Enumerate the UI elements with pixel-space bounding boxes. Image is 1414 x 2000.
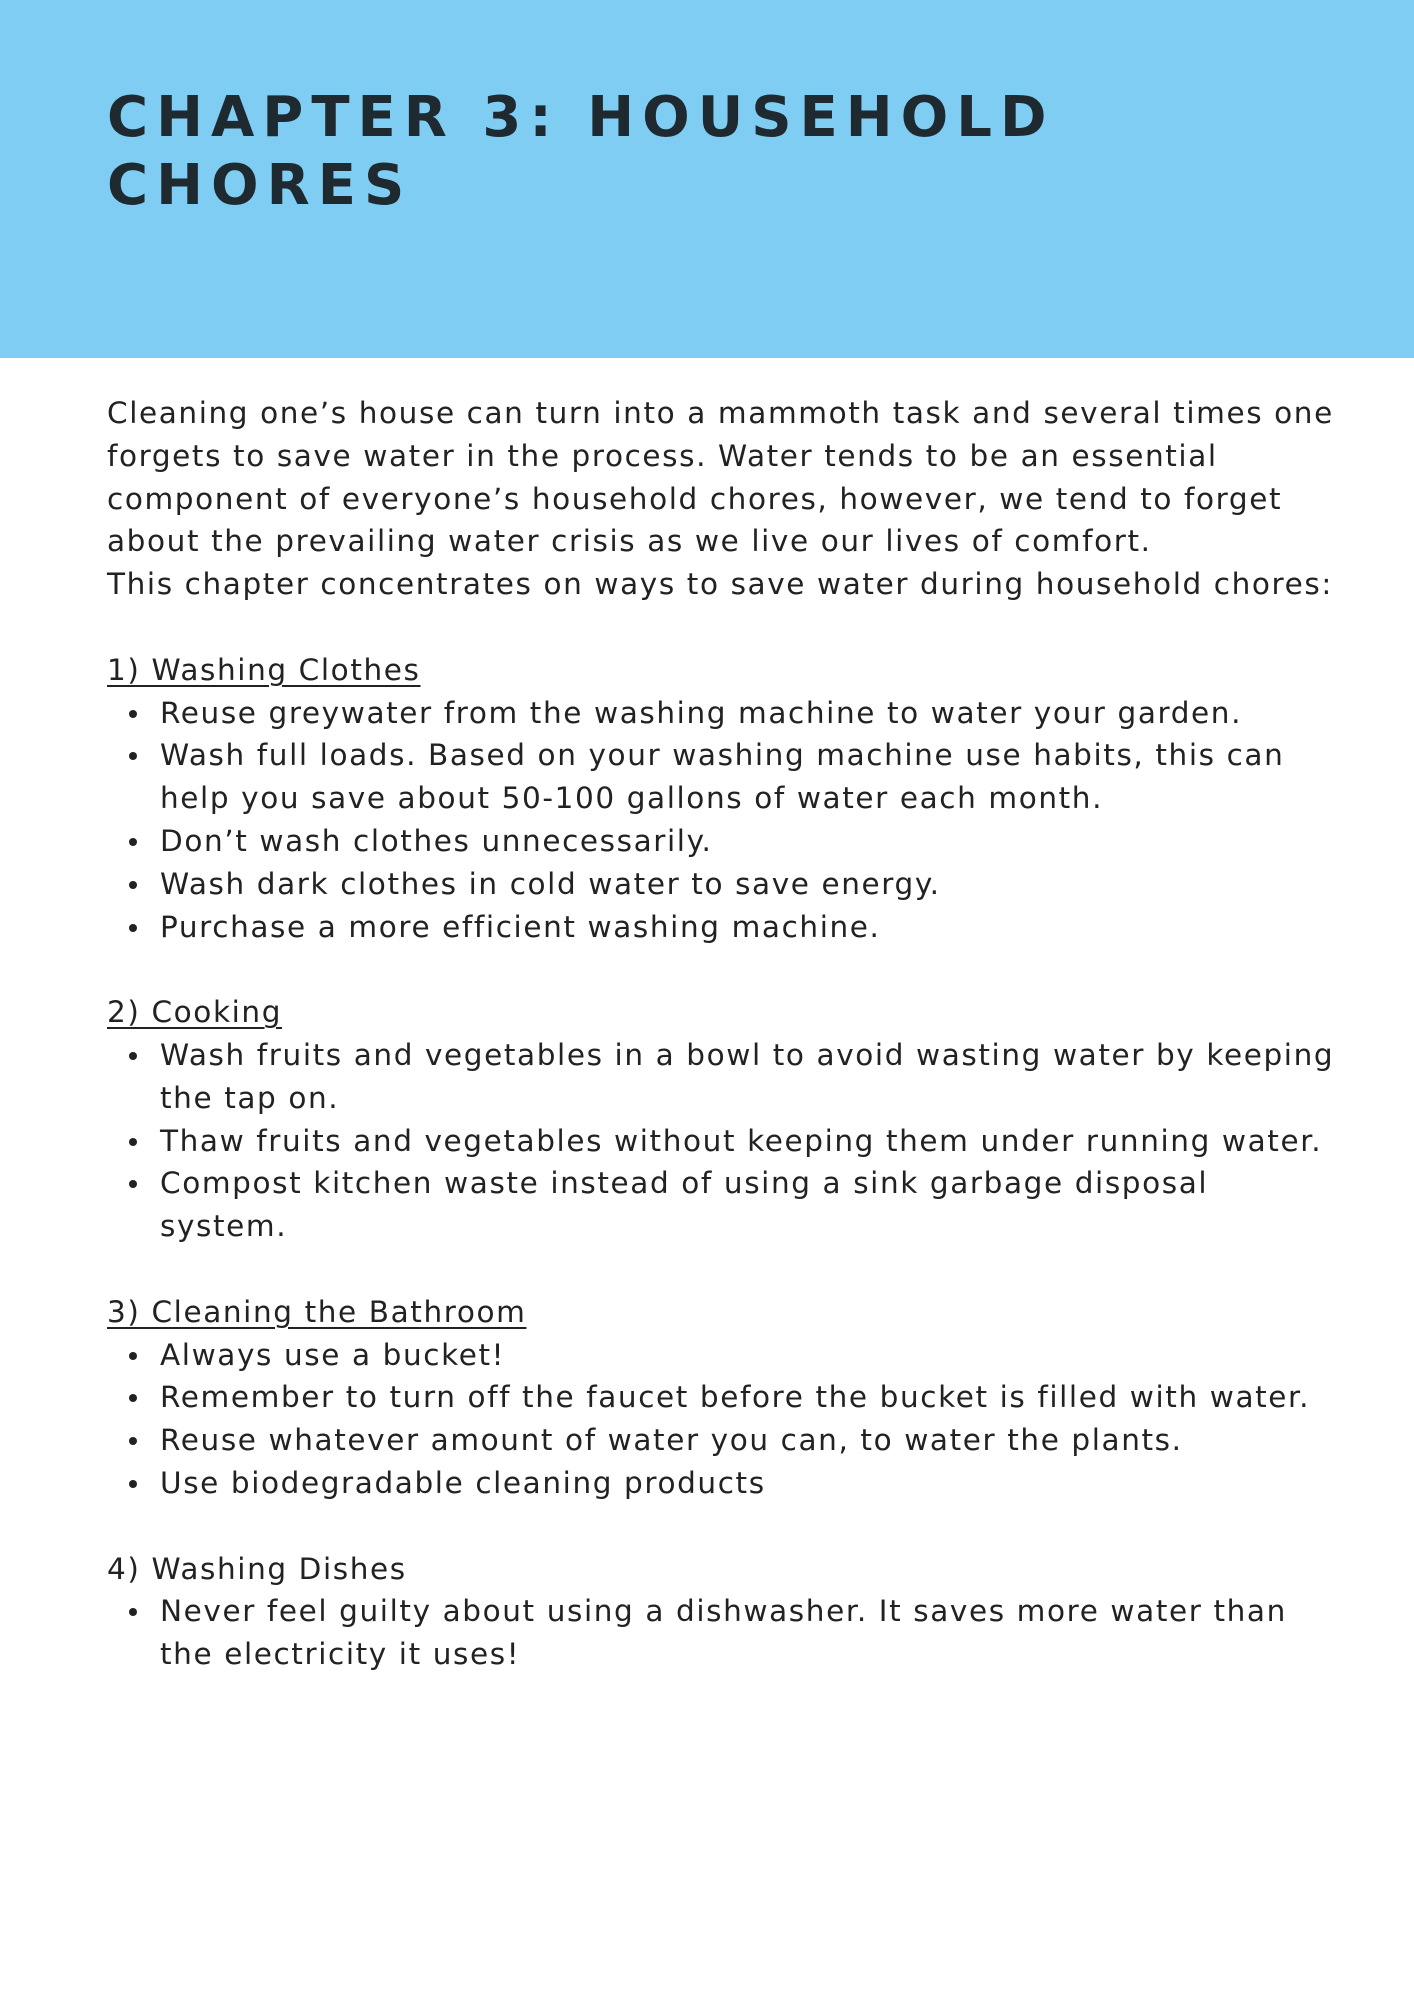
list-item: [107, 692, 1337, 735]
bullet-icon: [129, 1608, 137, 1616]
list-item-text: Wash dark clothes in cold water to save energy.: [160, 866, 941, 901]
bullet-icon: [129, 1052, 137, 1060]
section-washing-dishes: [107, 1548, 1337, 1676]
list-item: [107, 863, 1337, 906]
list-item-text: Thaw fruits and vegetables without keeping them under running water.: [160, 1123, 1323, 1158]
list-item-text: Compost kitchen waste instead of using a sink garbage disposal system.: [160, 1166, 1209, 1244]
bullet-icon: [129, 838, 137, 846]
bullet-icon: [129, 1138, 137, 1146]
section-heading: 4) Washing Dishes: [107, 1551, 407, 1586]
list-item: [107, 1376, 1337, 1419]
list-item-text: Reuse greywater from the washing machine to water your garden.: [160, 695, 1243, 730]
list-item-text: Remember to turn off the faucet before the bucket is filled with water.: [160, 1380, 1311, 1415]
intro-text: [107, 392, 1337, 606]
bullet-icon: [129, 1394, 137, 1402]
bullet-list: [107, 1590, 1337, 1676]
list-item: [107, 906, 1337, 949]
list-item: [107, 1419, 1337, 1462]
bullet-list: [107, 1034, 1337, 1248]
list-item: [107, 1590, 1337, 1676]
intro-paragraph: This chapter concentrates on ways to save water during household chores:: [107, 567, 1333, 602]
bullet-icon: [129, 1180, 137, 1188]
bullet-icon: [129, 1480, 137, 1488]
list-item-text: Use biodegradable cleaning products: [160, 1465, 766, 1500]
list-item: [107, 1462, 1337, 1505]
chapter-content: [107, 392, 1337, 1676]
bullet-icon: [129, 881, 137, 889]
list-item-text: Never feel guilty about using a dishwasher. It saves more water than the electricity it uses!: [160, 1594, 1287, 1672]
section-heading: 1) Washing Clothes: [107, 652, 421, 687]
list-item-text: Wash fruits and vegetables in a bowl to avoid wasting water by keeping the tap on.: [160, 1037, 1335, 1115]
bullet-icon: [129, 752, 137, 760]
list-item: [107, 1120, 1337, 1163]
list-item-text: Purchase a more efficient washing machine.: [160, 909, 881, 944]
section-cooking: [107, 991, 1337, 1248]
section-cleaning-bathroom: [107, 1291, 1337, 1505]
section-washing-clothes: [107, 649, 1337, 949]
bullet-icon: [129, 924, 137, 932]
list-item-text: Always use a bucket!: [160, 1337, 506, 1372]
bullet-icon: [129, 1352, 137, 1360]
bullet-list: [107, 1334, 1337, 1505]
chapter-title: CHAPTER 3: HOUSEHOLD CHORES: [107, 85, 1055, 218]
list-item-text: Reuse whatever amount of water you can, to water the plants.: [160, 1423, 1183, 1458]
list-item: [107, 1034, 1337, 1120]
bullet-list: [107, 692, 1337, 949]
list-item: [107, 1334, 1337, 1377]
section-heading: 2) Cooking: [107, 995, 283, 1030]
bullet-icon: [129, 710, 137, 718]
list-item-text: Don’t wash clothes unnecessarily.: [160, 823, 713, 858]
list-item: [107, 820, 1337, 863]
header-band: [0, 0, 1414, 358]
list-item: [107, 1162, 1337, 1248]
intro-paragraph: Cleaning one’s house can turn into a mammoth task and several times one forgets to save water in the process. Water tends to be an essential component of everyone’s household chores, however, we tend to forget about the prevailing water crisis as we live our lives of comfort.: [107, 396, 1334, 559]
list-item-text: Wash full loads. Based on your washing machine use habits, this can help you save about 50-100 gallons of water each month.: [160, 738, 1285, 816]
bullet-icon: [129, 1437, 137, 1445]
section-heading: 3) Cleaning the Bathroom: [107, 1294, 527, 1329]
list-item: [107, 734, 1337, 820]
